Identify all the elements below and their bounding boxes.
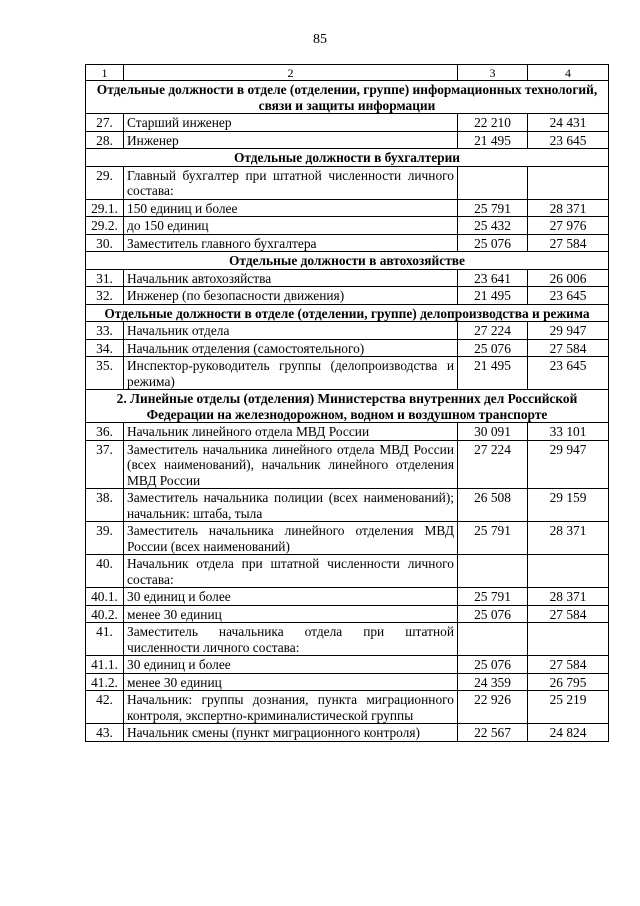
row-number: 40. — [86, 555, 124, 588]
table-row — [86, 724, 609, 742]
table-row — [86, 131, 609, 149]
salary-column-4: 29 947 — [528, 322, 609, 340]
table-row — [86, 166, 609, 199]
salary-column-4: 26 795 — [528, 673, 609, 691]
row-number: 31. — [86, 269, 124, 287]
position-name: Заместитель главного бухгалтера — [124, 234, 458, 252]
position-name: до 150 единиц — [124, 217, 458, 235]
salary-column-4: 28 371 — [528, 588, 609, 606]
section-title: 2. Линейные отделы (отделения) Министерства внутренних дел Российской Федерации на железнодорожном, водном и воздушном транспорте — [86, 390, 609, 423]
salary-column-4: 28 371 — [528, 199, 609, 217]
position-name: Заместитель начальника линейного отделения МВД России (всех наименований) — [124, 522, 458, 555]
position-name: Начальник линейного отдела МВД России — [124, 423, 458, 441]
salary-column-3: 22 210 — [458, 114, 528, 132]
table-row — [86, 357, 609, 390]
position-name: Заместитель начальника полиции (всех наименований); начальник: штаба, тыла — [124, 489, 458, 522]
section-header-row — [86, 149, 609, 167]
header-cell: 3 — [458, 65, 528, 81]
table-row — [86, 489, 609, 522]
table-row — [86, 440, 609, 489]
row-number: 42. — [86, 691, 124, 724]
salary-column-3: 30 091 — [458, 423, 528, 441]
row-number: 34. — [86, 339, 124, 357]
salary-column-3: 25 076 — [458, 656, 528, 674]
salary-column-3: 21 495 — [458, 357, 528, 390]
table-row — [86, 322, 609, 340]
salary-column-3: 25 076 — [458, 234, 528, 252]
salary-column-3: 25 791 — [458, 522, 528, 555]
salary-column-4: 28 371 — [528, 522, 609, 555]
position-name: менее 30 единиц — [124, 605, 458, 623]
row-number: 38. — [86, 489, 124, 522]
position-name: Заместитель начальника отдела при штатной численности личного состава: — [124, 623, 458, 656]
salary-column-4: 33 101 — [528, 423, 609, 441]
salary-column-4 — [528, 166, 609, 199]
salary-column-4: 23 645 — [528, 131, 609, 149]
salary-column-3: 21 495 — [458, 131, 528, 149]
salary-column-3 — [458, 555, 528, 588]
position-name: 30 единиц и более — [124, 588, 458, 606]
position-name: Инспектор-руководитель группы (делопроизводства и режима) — [124, 357, 458, 390]
salary-column-3: 25 791 — [458, 199, 528, 217]
header-cell: 4 — [528, 65, 609, 81]
salary-column-4: 27 976 — [528, 217, 609, 235]
header-cell: 2 — [124, 65, 458, 81]
row-number: 43. — [86, 724, 124, 742]
salary-column-3: 24 359 — [458, 673, 528, 691]
salary-column-4: 29 159 — [528, 489, 609, 522]
row-number: 28. — [86, 131, 124, 149]
row-number: 41. — [86, 623, 124, 656]
table-row — [86, 269, 609, 287]
section-header-row — [86, 81, 609, 114]
salary-column-3: 22 926 — [458, 691, 528, 724]
salary-column-4: 27 584 — [528, 234, 609, 252]
salary-column-4: 23 645 — [528, 287, 609, 305]
row-number: 32. — [86, 287, 124, 305]
position-name: Начальник отдела — [124, 322, 458, 340]
salary-column-3: 25 432 — [458, 217, 528, 235]
section-title: Отдельные должности в отделе (отделении, группе) информационных технологий, связи и защиты информации — [86, 81, 609, 114]
salary-column-3: 25 076 — [458, 605, 528, 623]
header-cell: 1 — [86, 65, 124, 81]
position-name: Инженер — [124, 131, 458, 149]
table-row — [86, 555, 609, 588]
salary-column-4 — [528, 623, 609, 656]
table-row — [86, 588, 609, 606]
position-name: Начальник смены (пункт миграционного контроля) — [124, 724, 458, 742]
position-name: Начальник: группы дознания, пункта миграционного контроля, экспертно-криминалистической группы — [124, 691, 458, 724]
position-name: Начальник отделения (самостоятельного) — [124, 339, 458, 357]
salary-table — [85, 64, 609, 742]
row-number: 40.1. — [86, 588, 124, 606]
salary-column-4: 27 584 — [528, 656, 609, 674]
salary-column-3: 22 567 — [458, 724, 528, 742]
table-row — [86, 522, 609, 555]
salary-column-4: 27 584 — [528, 339, 609, 357]
row-number: 37. — [86, 440, 124, 489]
salary-column-3: 27 224 — [458, 322, 528, 340]
position-name: Заместитель начальника линейного отдела МВД России (всех наименований), начальник линейного отделения МВД России — [124, 440, 458, 489]
table-row — [86, 691, 609, 724]
salary-column-4: 24 824 — [528, 724, 609, 742]
salary-column-4: 27 584 — [528, 605, 609, 623]
salary-column-3: 27 224 — [458, 440, 528, 489]
table-row — [86, 623, 609, 656]
table-row — [86, 287, 609, 305]
section-header-row — [86, 252, 609, 270]
position-name: менее 30 единиц — [124, 673, 458, 691]
row-number: 40.2. — [86, 605, 124, 623]
table-row — [86, 114, 609, 132]
position-name: Инженер (по безопасности движения) — [124, 287, 458, 305]
row-number: 27. — [86, 114, 124, 132]
salary-column-3 — [458, 623, 528, 656]
salary-column-3: 26 508 — [458, 489, 528, 522]
salary-column-4: 25 219 — [528, 691, 609, 724]
row-number: 41.2. — [86, 673, 124, 691]
position-name: Старший инженер — [124, 114, 458, 132]
table-row — [86, 199, 609, 217]
salary-column-4: 29 947 — [528, 440, 609, 489]
row-number: 35. — [86, 357, 124, 390]
section-title: Отдельные должности в отделе (отделении, группе) делопроизводства и режима — [86, 304, 609, 322]
row-number: 41.1. — [86, 656, 124, 674]
position-name: 30 единиц и более — [124, 656, 458, 674]
table-row — [86, 673, 609, 691]
row-number: 39. — [86, 522, 124, 555]
position-name: Главный бухгалтер при штатной численности личного состава: — [124, 166, 458, 199]
section-header-row — [86, 304, 609, 322]
row-number: 29.2. — [86, 217, 124, 235]
salary-column-3: 23 641 — [458, 269, 528, 287]
table-row — [86, 217, 609, 235]
salary-column-4: 26 006 — [528, 269, 609, 287]
salary-column-4: 23 645 — [528, 357, 609, 390]
row-number: 33. — [86, 322, 124, 340]
position-name: Начальник отдела при штатной численности личного состава: — [124, 555, 458, 588]
table-header-row — [86, 65, 609, 81]
table-row — [86, 423, 609, 441]
section-header-row — [86, 390, 609, 423]
salary-column-3: 25 076 — [458, 339, 528, 357]
row-number: 29.1. — [86, 199, 124, 217]
section-title: Отдельные должности в автохозяйстве — [86, 252, 609, 270]
salary-column-4 — [528, 555, 609, 588]
salary-column-3: 25 791 — [458, 588, 528, 606]
row-number: 30. — [86, 234, 124, 252]
position-name: Начальник автохозяйства — [124, 269, 458, 287]
table-row — [86, 605, 609, 623]
salary-column-3: 21 495 — [458, 287, 528, 305]
salary-column-3 — [458, 166, 528, 199]
table-row — [86, 339, 609, 357]
page-number: 85 — [313, 32, 327, 47]
section-title: Отдельные должности в бухгалтерии — [86, 149, 609, 167]
position-name: 150 единиц и более — [124, 199, 458, 217]
table-row — [86, 656, 609, 674]
table-row — [86, 234, 609, 252]
row-number: 36. — [86, 423, 124, 441]
row-number: 29. — [86, 166, 124, 199]
salary-column-4: 24 431 — [528, 114, 609, 132]
